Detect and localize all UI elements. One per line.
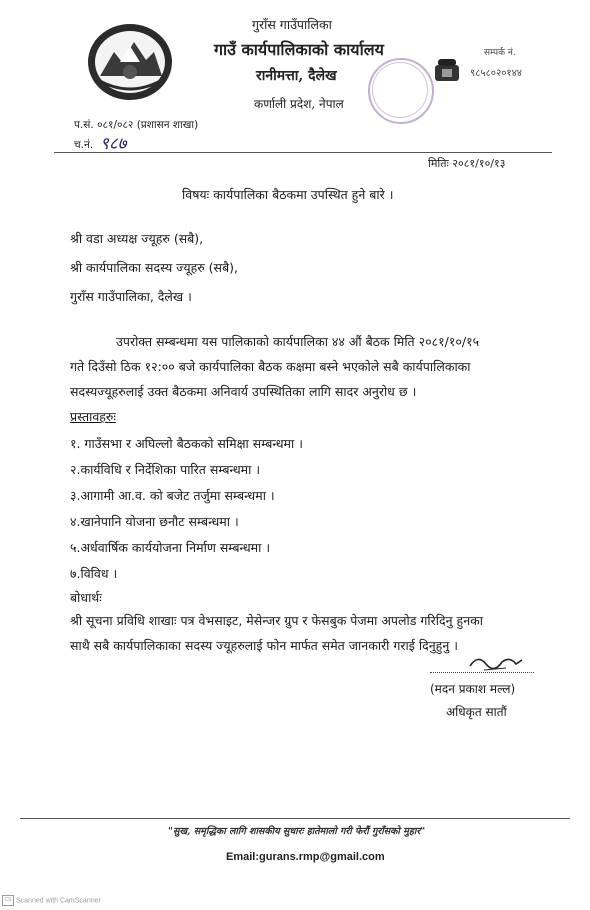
letter-date: मितिः २०८१/१०/१३ (428, 157, 506, 170)
footer-slogan: "सुख, समृद्धिका लागि शासकीय सुधारः हातेमालो गरी फेरौं गुराँसको मुहार" (168, 826, 426, 837)
reference-number: प.सं. ०८१/०८२ (प्रशासन शाखा) (74, 119, 199, 131)
recipient-line: गुराँस गाउँपालिका, दैलेख । (70, 289, 192, 304)
scanner-watermark (2, 895, 101, 906)
agenda-heading: प्रस्तावहरुः (70, 409, 116, 424)
header-rule (54, 152, 552, 153)
agenda-item: १. गाउँसभा र अघिल्लो बैठकको समिक्षा सम्बन्धमा । (70, 436, 303, 451)
signature-line (430, 672, 534, 673)
signatory-title: अधिकृत सातौं (446, 705, 507, 719)
org-name: गुराँस गाउँपालिका (252, 17, 332, 32)
recipient-line: श्री वडा अध्यक्ष ज्यूहरु (सबै), (70, 231, 204, 246)
footer-email: Email:gurans.rmp@gmail.com (226, 851, 385, 863)
scanner-text: Scanned with CamScanner (16, 897, 101, 905)
emblem-logo (84, 18, 176, 102)
cc-line: श्री सूचना प्रविधि शाखाः पत्र वेभसाइट, मेसेन्जर ग्रुप र फेसबुक पेजमा अपलोड गरिदिनु हुनका (70, 613, 483, 628)
cc-heading: बोधार्थः (70, 590, 102, 605)
contact-number: ९८५८०२०१४४ (470, 68, 522, 79)
paragraph-line: उपरोक्त सम्बन्धमा यस पालिकाको कार्यपालिका ४४ औं बैठक मिति २०८१/१०/१५ (116, 334, 480, 349)
office-location: रानीमत्ता, दैलेख (256, 68, 337, 84)
agenda-item: २.कार्यविधि र निर्देशिका पारित सम्बन्धमा । (70, 462, 261, 477)
paragraph-line: सदस्यज्यूहरुलाई उक्त बैठकमा अनिवार्य उपस्थितिका लागि सादर अनुरोध छ । (70, 384, 417, 399)
office-name: गाउँ कार्यपालिकाको कार्यालय (214, 40, 384, 59)
dispatch-number-handwritten: ९८७ (100, 134, 127, 154)
cc-line: साथै सबै कार्यपालिकाका सदस्य ज्यूहरुलाई फोन मार्फत समेत जानकारी गराई दिनुहुनु । (70, 638, 458, 653)
agenda-item: ४.खानेपानि योजना छनौट सम्बन्धमा । (70, 514, 239, 529)
province-name: कर्णाली प्रदेश, नेपाल (254, 97, 344, 111)
agenda-item: ७.विविध । (70, 566, 118, 581)
recipient-line: श्री कार्यपालिका सदस्य ज्यूहरु (सबै), (70, 260, 238, 275)
office-seal-inner-ring (372, 62, 428, 118)
dispatch-label: च.नं. (74, 139, 94, 151)
agenda-item: ५.अर्धवार्षिक कार्ययोजना निर्माण सम्बन्धमा । (70, 540, 271, 555)
footer-rule (20, 818, 570, 819)
contact-label: सम्पर्क नं. (484, 48, 516, 58)
handwritten-signature (466, 652, 526, 674)
telephone-icon (433, 57, 461, 83)
paragraph-line: गते दिउँसो ठिक १२:०० बजे कार्यपालिका बैठक कक्षमा बस्ने भएकोले सबै कार्यपालिकाका (70, 359, 471, 374)
contact-block (470, 45, 522, 79)
letter-subject: विषयः कार्यपालिका बैठकमा उपस्थित हुने बारे । (182, 187, 394, 202)
signatory-name: (मदन प्रकाश मल्ल) (430, 682, 516, 696)
camscanner-logo-icon: CS (2, 895, 14, 906)
agenda-item: ३.आगामी आ.व. को बजेट तर्जुमा सम्बन्धमा । (70, 488, 275, 503)
